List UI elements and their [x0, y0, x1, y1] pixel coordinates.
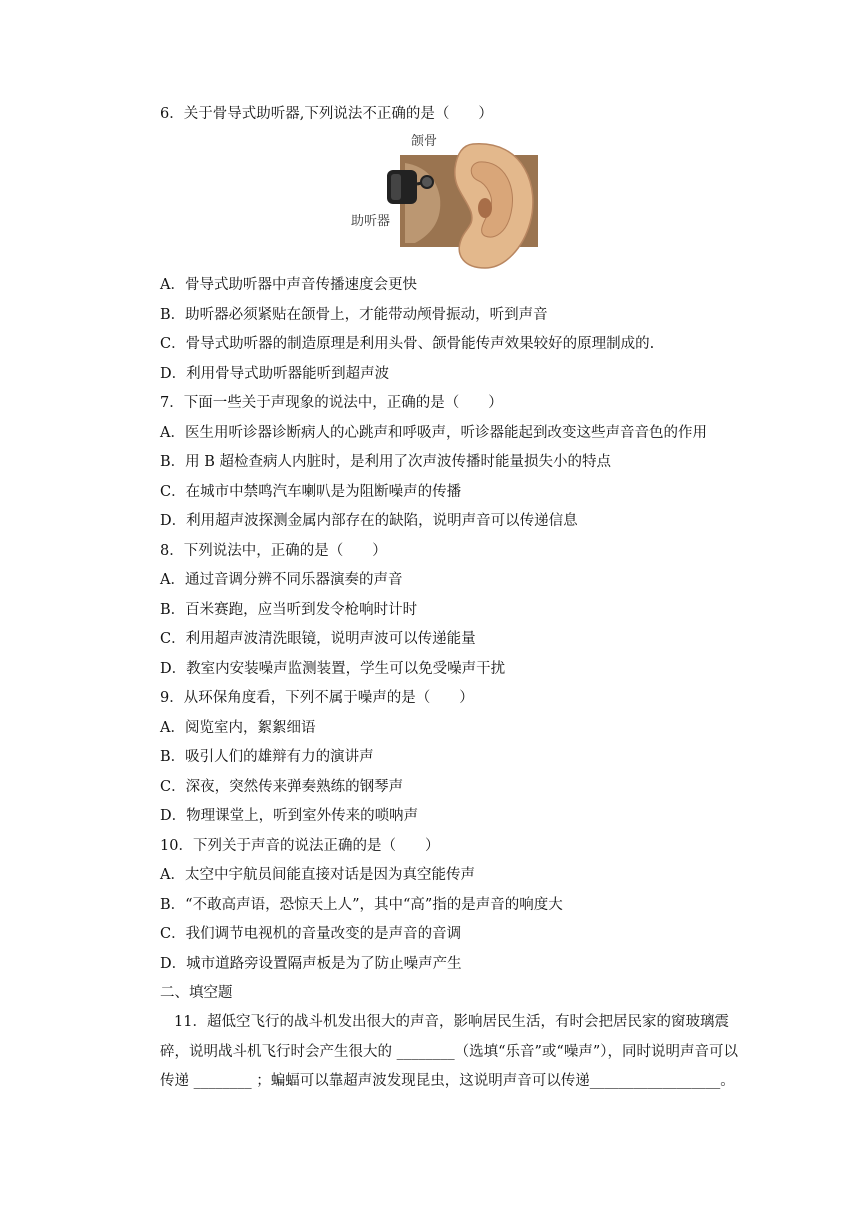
jaw-label: 颌骨 [411, 134, 438, 149]
question-7-stem: 7．下面一些关于声现象的说法中，正确的是（ ） [160, 395, 503, 411]
question-8-option-b: B．百米赛跑，应当听到发令枪响时计时 [160, 602, 418, 618]
question-6-stem: 6．关于骨导式助听器,下列说法不正确的是（ ） [160, 106, 493, 122]
question-10-option-b: B．“不敢高声语，恐惊天上人”，其中“高”指的是声音的响度大 [160, 897, 563, 913]
question-6-option-b: B．助听器必须紧贴在颌骨上，才能带动颅骨振动，听到声音 [160, 307, 548, 323]
question-8-option-d: D．教室内安装噪声监测装置，学生可以免受噪声干扰 [160, 661, 506, 677]
question-9-option-d: D．物理课堂上，听到室外传来的唢呐声 [160, 808, 419, 824]
question-10-option-c: C．我们调节电视机的音量改变的是声音的音调 [160, 926, 462, 942]
bone-conduction-hearing-aid-figure [345, 128, 545, 273]
question-7-option-c: C．在城市中禁鸣汽车喇叭是为阻断噪声的传播 [160, 484, 462, 500]
question-8-option-a: A．通过音调分辨不同乐器演奏的声音 [160, 572, 403, 588]
question-8-option-c: C．利用超声波清洗眼镜，说明声波可以传递能量 [160, 631, 476, 647]
section-2-title: 二、填空题 [160, 985, 233, 1001]
question-6-option-c: C．骨导式助听器的制造原理是利用头骨、颌骨能传声效果较好的原理制成的. [160, 336, 655, 352]
question-9-option-b: B．吸引人们的雄辩有力的演讲声 [160, 749, 374, 765]
question-9-option-c: C．深夜，突然传来弹奏熟练的钢琴声 [160, 779, 404, 795]
question-9-option-a: A．阅览室内，絮絮细语 [160, 720, 316, 736]
question-10-option-a: A．太空中宇航员间能直接对话是因为真空能传声 [160, 867, 475, 883]
question-8-stem: 8．下列说法中，正确的是（ ） [160, 543, 387, 559]
question-10-stem: 10．下列关于声音的说法正确的是（ ） [160, 838, 440, 854]
question-7-option-a: A．医生用听诊器诊断病人的心跳声和呼吸声，听诊器能起到改变这些声音音色的作用 [160, 425, 707, 441]
question-9-stem: 9．从环保角度看，下列不属于噪声的是（ ） [160, 690, 474, 706]
question-7-option-b: B．用 B 超检查病人内脏时，是利用了次声波传播时能量损失小的特点 [160, 454, 612, 470]
question-11-text: 11．超低空飞行的战斗机发出很大的声音，影响居民生活，有时会把居民家的窗玻璃震碎，说明战斗机飞行时会产生很大的 ________（选填“乐音”或“噪声”），同时说明声音可以传递 ________ ；蝙蝠可以靠超声波发现昆虫，这说明声音可以传递__________________。 [160, 1014, 739, 1089]
question-6-option-a: A．骨导式助听器中声音传播速度会更快 [160, 277, 417, 293]
question-10-option-d: D．城市道路旁设置隔声板是为了防止噪声产生 [160, 956, 462, 972]
device-label: 助听器 [351, 214, 391, 229]
question-7-option-d: D．利用超声波探测金属内部存在的缺陷，说明声音可以传递信息 [160, 513, 578, 529]
question-6-option-d: D．利用骨导式助听器能听到超声波 [160, 366, 390, 382]
ear-illustration [345, 128, 545, 273]
